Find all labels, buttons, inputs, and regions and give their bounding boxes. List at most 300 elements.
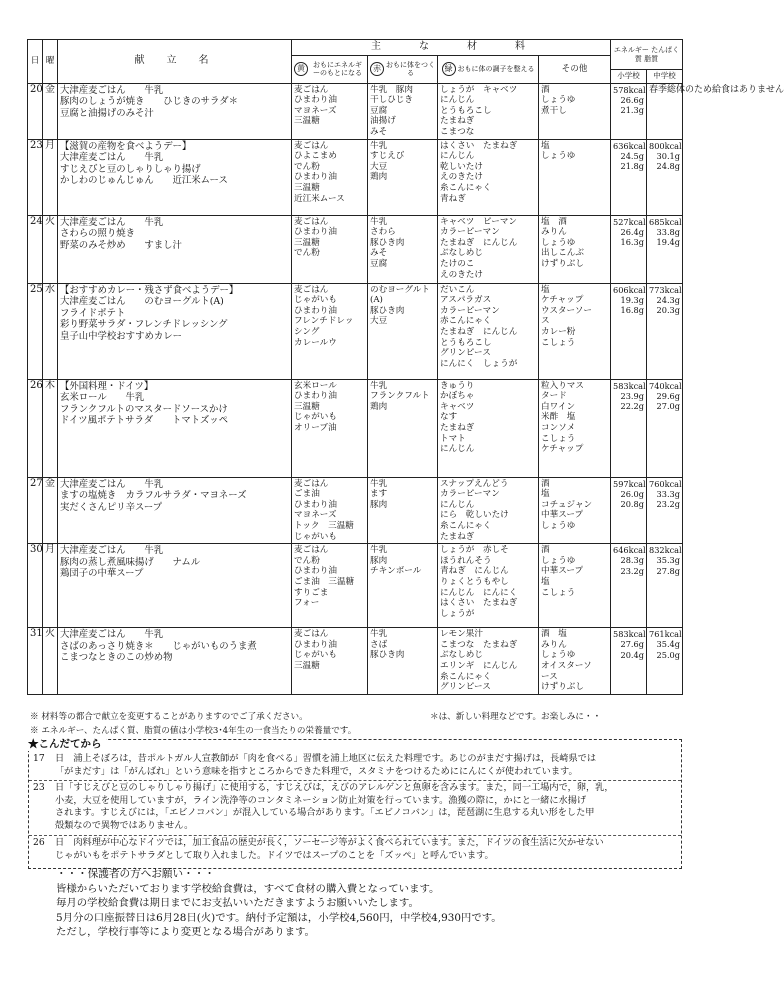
row-red-line: みそ [370,126,388,137]
row-yellow-line: 三温糖 [294,237,320,248]
row-day: 24 [28,215,43,283]
row-junior-high-nutrition [647,628,683,695]
row-other-line: オイスターソ [541,660,592,671]
row-elementary-nutrition-line: 26.4g [620,226,644,237]
row-other-line: ース [541,671,558,682]
row-other-line: コンソメ [541,422,576,433]
menu-table [27,39,784,695]
menu-row [28,283,683,379]
row-green-line: たまねぎ [440,116,475,127]
row-junior-high-nutrition-line: 27.0g [656,401,681,411]
row-elementary-nutrition-line: 23.2g [620,565,644,576]
row-junior-high-nutrition-line: 23.2g [656,499,681,509]
row-junior-high-nutrition-line: 761kcal [649,629,682,640]
header-day: 日 [28,40,43,84]
row-other-line: 塩 [541,284,550,295]
row-green-line: 乾しいたけ [440,161,483,172]
row-other [539,477,611,544]
row-green-line: こまつな たまねぎ [440,639,518,650]
row-green-line: しょうが キャベツ [440,84,518,95]
menu-row [28,83,683,139]
row-green-line: 糸こんにゃく [440,671,492,682]
row-other-line: 酒 塩 [541,629,567,640]
kondate-line: 日 浦上そぼろは，昔ポルトガル人宣教師が「肉を食べる」習慣を浦上地区に伝えた料理です。あじのがまだす揚げは，長崎県では [55,753,597,764]
row-yellow-line: 玄米ロール [294,380,337,391]
row-red-line: 牛乳 [370,629,388,640]
row-red [368,283,438,379]
row-yellow-line: 近江米ムース [294,193,345,204]
row-yellow-line: フォー [294,598,320,609]
row-yellow-line: 麦ごはん [294,629,329,640]
row-yellow-line: 麦ごはん [294,284,329,295]
row-green [438,215,539,283]
row-other-line: しょうゆ [541,151,576,162]
parents-line: 毎月の学校給食費は期日までにお支払いいただきますようお願いいたします。 [56,897,419,909]
row-dishes-line: 大津産麦ごはん 牛乳 [60,216,164,228]
row-other-line: しょうゆ [541,555,576,566]
row-other-line: 中華スープ [541,566,584,577]
row-weekday: 木 [43,379,58,477]
row-elementary-nutrition-line: 583kcal [613,629,646,640]
header-elementary: 小学校 [611,70,647,84]
row-junior-high-nutrition-line: 740kcal [649,380,682,391]
row-elementary-nutrition-line: 583kcal [613,380,646,391]
row-green [438,283,539,379]
row-junior-high-nutrition-line: 19.4g [656,237,681,247]
row-yellow [292,139,368,215]
row-red-line: 干しひじき [370,95,413,106]
row-yellow [292,477,368,544]
row-green-line: とうもろこし [440,337,492,348]
note-new-dish: ＊は、新しい料理などです。お楽しみに・・ [430,712,602,722]
row-dishes-line: かしわのじゅんじゅん 近江米ムース [60,175,228,187]
row-dishes-line: 皇子山中学校おすすめカレー [60,330,182,342]
parents-line: ただし，学校行事等により変更となる場合があります。 [56,926,315,938]
row-other-line: 塩 [541,489,550,500]
row-green-line: カラーピーマン [440,305,500,316]
row-green-line: なす [440,412,458,423]
row-yellow-line: ごま油 三温糖 [294,576,355,587]
row-dishes-line: ドイツ風ポテトサラダ トマトズッペ [60,415,229,427]
row-day: 26 [28,379,43,477]
row-yellow-line: でん粉 [294,161,320,172]
row-other-line: ウスターソー [541,305,592,316]
row-dishes-line: 大津産麦ごはん 牛乳 [60,152,164,164]
row-red [368,544,438,628]
row-elementary-nutrition-line: 606kcal [613,284,646,295]
row-elementary-nutrition-line: 21.8g [620,161,644,171]
row-other-line: カレー粉 [541,326,576,337]
header-green-label: おもに体の調子を整える [457,65,535,74]
row-green-line: えのきたけ [440,269,483,280]
row-dishes [58,83,292,139]
header-yellow-group [294,61,365,77]
row-red [368,215,438,283]
row-green [438,139,539,215]
row-red-line: 豚ひき肉 [370,650,405,661]
row-yellow [292,379,368,477]
yellow-circle-icon: 黄 [294,62,308,76]
row-other-line: けずりぶし [541,682,584,693]
row-green-line: 糸こんにゃく [440,520,492,531]
menu-row [28,379,683,477]
row-green-line: りょくとうもやし [440,576,509,587]
row-dishes-line: 豆腐と油揚げのみそ汁 [60,107,154,119]
row-other-line: こしょう [541,587,576,598]
row-green-line: グリンピース [440,682,491,693]
row-green-line: カラーピーマン [440,227,500,238]
row-dishes-line: 大津産麦ごはん 牛乳 [60,545,164,557]
row-red-line: (A) [370,295,383,306]
row-other-line: 塩 [541,140,550,151]
row-green [438,544,539,628]
row-red-line: 大豆 [370,316,388,327]
row-dishes-line: 鶏団子の中華スープ [60,568,144,580]
row-other [539,215,611,283]
parents-notice [56,867,502,940]
row-red-line: さわら [370,227,396,238]
row-yellow-line: ひまわり油 [294,227,337,238]
row-other-line: ケチャップ [541,444,584,455]
row-yellow-line: でん粉 [294,555,320,566]
row-dishes [58,379,292,477]
row-green-line: たまねぎ にんじん [440,326,518,337]
row-day: 20 [28,83,43,139]
row-day: 27 [28,477,43,544]
row-other-line: タード [541,391,567,402]
row-yellow-line: フレンチドレッ [294,316,354,327]
row-green-line: にんじん [440,95,475,106]
row-red-line: 油揚げ [370,116,396,127]
row-yellow-line: 麦ごはん [294,478,329,489]
row-dishes-line: 豚肉のしょうが焼き ひじきのサラダ＊ [60,96,239,108]
row-dishes [58,215,292,283]
row-other-line: こしょう [541,337,576,348]
row-dishes-line: すじえびと豆のしゃりしゃり揚げ [60,163,201,175]
row-junior-high-nutrition [647,215,683,283]
row-elementary-nutrition [611,283,647,379]
row-yellow-line: カレールウ [294,337,337,348]
row-junior-high-nutrition-line: 832kcal [649,545,682,556]
row-green-line: たけのこ [440,258,475,269]
row-elementary-nutrition-line: 19.3g [620,294,644,305]
row-day: 23 [28,139,43,215]
row-yellow-line: オリーブ油 [294,422,337,433]
row-elementary-nutrition [611,628,647,695]
row-other-line: しょうゆ [541,520,576,531]
row-dishes [58,628,292,695]
row-green-line: たまねぎ にんじん [440,237,518,248]
row-dishes-line: フランクフルトのマスタードソースかけ [60,403,228,415]
kondate-line: されます。すじえびには，「エビノコバン」が混入している場合があります。「エビノコバン」は，琵琶湖に生息する丸い形をした甲 [55,807,595,819]
row-green-line: にんじん にんにく [440,587,518,598]
row-red [368,83,438,139]
row-elementary-nutrition-line: 26.6g [620,94,644,105]
row-red-line: 鶏肉 [370,401,388,412]
row-yellow-line: じゃがいも [294,650,337,661]
row-junior-high-nutrition-line: 773kcal [649,284,682,295]
row-junior-high-nutrition [647,477,683,544]
row-junior-high-nutrition-line: 800kcal [649,140,682,151]
row-other-line: 酒 [541,84,550,95]
parents-title: ・・・保護者の方へお願い・・・ [56,868,215,880]
row-red-line: チキンボール [370,566,422,577]
row-green-line: キャベツ [440,401,475,412]
menu-row [28,139,683,215]
row-other-line: しょうゆ [541,650,576,661]
row-junior-high-nutrition-line: 25.0g [656,649,681,660]
row-day: 25 [28,283,43,379]
parents-line: 5月分の口座振替日は6月28日(火)です。納付予定額は，小学校4,560円，中学校4,930円です。 [56,911,502,924]
row-red-line: 牛乳 [370,140,388,151]
row-red-line: 牛乳 [370,380,388,391]
row-elementary-nutrition [611,83,647,139]
row-other-line: ス [541,316,550,327]
menu-row [28,215,683,283]
row-weekday: 月 [43,544,58,628]
row-elementary-nutrition-line: 20.8g [620,499,644,509]
row-green-line: かぼちゃ [440,391,475,402]
row-green-line: にんにく しょうが [440,358,518,369]
row-green-line: 青ねぎ にんじん [440,566,509,577]
row-elementary-nutrition-line: 26.0g [620,488,644,499]
row-junior-high-nutrition-line: 35.3g [656,555,681,566]
row-red [368,477,438,544]
row-other [539,83,611,139]
header-yellow-label: おもにエネルギーのもとになる [313,61,362,78]
row-red-line: 牛乳 [370,478,388,489]
row-junior-high-nutrition-line: 24.3g [656,294,681,305]
row-green-line: はくさい たまねぎ [440,598,518,609]
row-other-line: 出しこんぶ [541,248,584,259]
menu-row [28,628,683,695]
row-red-line: 大豆 [370,161,388,172]
row-yellow-line: シング [294,326,320,337]
row-yellow [292,628,368,695]
row-yellow-line: ひまわり油 [294,95,337,106]
row-green-line: 糸こんにゃく [440,182,492,193]
row-junior-high-nutrition [647,379,683,477]
row-other-line: みりん [541,639,567,650]
row-dishes-line: こまつなときのこの炒め物 [60,652,173,664]
row-other-line: 粒入りマス [541,380,584,391]
row-green-line: えのきたけ [440,172,483,183]
row-green-line: しょうが [440,608,475,619]
kondate-entry-day: 23 [33,782,45,793]
row-dishes-line: さばのあっさり焼き＊ じゃがいものうま煮 [60,640,257,652]
row-red-line: 豆腐 [370,105,388,116]
row-dishes-line: 豚肉の蒸し煮風味揚げ ナムル [60,556,201,568]
row-red-line: 牛乳 [370,545,388,556]
row-red [368,139,438,215]
header-ingredients: 主 な 材 料 [292,40,611,56]
row-junior-high-nutrition-line: 685kcal [649,216,682,227]
row-other [539,139,611,215]
kondate-line: じゃがいもをポテトサラダとして取り入れました。ドイツではスープのことを「ズッペ」と呼んでいます。 [55,849,494,861]
kondate-entry-day: 26 [33,837,45,848]
row-elementary-nutrition [611,139,647,215]
row-other-line: 塩 酒 [541,216,567,227]
row-yellow-line: マヨネーズ [294,105,337,116]
row-dishes-line: さわらの照り焼き [60,228,136,240]
row-elementary-nutrition-line: 597kcal [613,478,646,489]
row-yellow-line: すりごま [294,587,329,598]
row-green-line: だいこん [440,284,475,295]
row-green-line: たまねぎ [440,531,475,542]
row-dishes [58,283,292,379]
row-yellow-line: 三温糖 [294,182,320,193]
row-yellow [292,83,368,139]
row-weekday: 水 [43,283,58,379]
row-other [539,283,611,379]
row-green-line: カラーピーマン [440,489,500,500]
row-other [539,628,611,695]
row-dishes-line: 大津産麦ごはん 牛乳 [60,478,164,490]
row-green-line: こまつな [440,126,475,137]
row-green-line: とうもろこし [440,105,492,116]
row-yellow-line: 三温糖 [294,401,320,412]
row-red-line: 鶏肉 [370,172,388,183]
kondate-entry-day: 17 [33,753,45,764]
row-junior-high-nutrition-line: 35.4g [656,639,681,650]
row-red-line: さば [370,639,388,650]
row-dishes [58,544,292,628]
row-yellow [292,283,368,379]
row-elementary-nutrition-line: 636kcal [613,140,646,151]
header-weekday: 曜 [43,40,58,84]
kondate-line: 日 肉料理が中心なドイツでは，加工食品の歴史が長く，ソーセージ等がよく食べられています。また，ドイツの食生活に欠かせない [55,837,604,848]
row-yellow-line: ひまわり油 [294,639,337,650]
row-other-line: 米酢 塩 [541,412,576,423]
row-red-line: のむヨーグルト [370,284,430,295]
header-red-label: おもに体をつくる [386,61,435,78]
row-elementary-nutrition [611,379,647,477]
row-yellow-line: でん粉 [294,248,320,259]
row-yellow-line: ひまわり油 [294,499,337,510]
kondate-line: 小麦，大豆を使用していますが，ライン洗浄等のコンタミネーション防止対策を行っています。漁獲の際に，かにと一緒に水揚げ [55,794,587,806]
row-green-line: レモン果汁 [440,629,483,640]
row-yellow-line: トック 三温糖 [294,520,354,531]
note-change: ※ 材料等の都合で献立を変更することがありますのでご了承ください。 [30,712,308,722]
row-weekday: 金 [43,83,58,139]
row-other-line: しょうゆ [541,237,576,248]
row-dishes-line: 大津産麦ごはん 牛乳 [60,84,164,96]
row-red-line: ます [370,489,388,500]
row-other-line: けずりぶし [541,258,584,269]
header-green-group [440,62,536,76]
row-dishes-line: 【外国料理・ドイツ】 [60,380,154,392]
header-junior-high: 中学校 [647,70,683,84]
header-menu: 献 立 名 [58,40,292,84]
row-weekday: 金 [43,477,58,544]
row-green [438,83,539,139]
row-red [368,379,438,477]
row-other-line: しょうゆ [541,95,576,106]
row-yellow [292,215,368,283]
row-dishes-line: 実だくさんピリ辛スープ [60,501,163,513]
row-red-line: フランクフルト [370,391,430,402]
row-yellow-line: 三温糖 [294,116,320,127]
row-yellow-line: ひまわり油 [294,305,337,316]
row-yellow-line: ひまわり油 [294,566,337,577]
row-other-line: 白ワイン [541,401,576,412]
row-green-line: にんじん [440,499,475,510]
row-green-line: きゅうり [440,380,475,391]
row-weekday: 火 [43,215,58,283]
row-other-line: 中華スープ [541,510,584,521]
row-weekday: 火 [43,628,58,695]
row-green [438,628,539,695]
row-other-line: 酒 [541,478,550,489]
row-other-line: 酒 [541,545,550,556]
row-green-line: たまねぎ [440,422,475,433]
row-other-line: 塩 [541,576,550,587]
row-dishes-line: 野菜のみそ炒め すまし汁 [60,239,182,251]
row-red-line: 豆腐 [370,258,388,269]
row-elementary-nutrition-line: 23.9g [620,390,644,401]
row-day: 30 [28,544,43,628]
row-junior-high-nutrition-line: 33.8g [656,226,681,237]
row-green-line: エリンギ にんじん [440,660,518,671]
red-circle-icon: 赤 [370,62,384,76]
row-green-line: にんじん [440,444,475,455]
row-dishes-line: ますの塩焼き カラフルサラダ・マヨネーズ [60,490,247,502]
row-red-line: 豚ひき肉 [370,305,405,316]
row-elementary-nutrition-line: 16.3g [620,237,644,247]
row-green-line: ほうれんそう [440,555,492,566]
row-green-line: しょうが 赤しそ [440,545,509,556]
row-junior-high-nutrition-line: 29.6g [656,390,681,401]
row-green-line: にんじん [440,151,475,162]
green-circle-icon: 緑 [442,62,456,76]
row-elementary-nutrition-line: 28.3g [620,555,644,566]
row-dishes-line: 【おすすめカレー・残さず食べようデー】 [60,284,239,296]
row-other [539,379,611,477]
row-elementary-nutrition-line: 16.8g [620,305,644,315]
row-day: 31 [28,628,43,695]
row-yellow [292,544,368,628]
kondate-box [28,739,682,869]
row-yellow-line: 三温糖 [294,660,320,671]
row-green-line: アスパラガス [440,295,492,306]
row-red-line: 牛乳 豚肉 [370,84,413,95]
row-red [368,628,438,695]
row-yellow-line: ひまわり油 [294,391,337,402]
header-red-group [370,61,435,77]
row-yellow-line: マヨネーズ [294,510,337,521]
row-yellow-line: ごま油 [294,489,320,500]
row-dishes-line: 大津産麦ごはん のむヨーグルト(A) [60,296,224,308]
row-yellow-line: 麦ごはん [294,216,329,227]
row-elementary-nutrition [611,477,647,544]
row-dishes-line: フライドポテト [60,307,126,319]
row-dishes [58,139,292,215]
row-junior-high-nutrition-line: 27.8g [656,565,681,576]
row-elementary-nutrition-line: 20.4g [620,649,644,660]
row-junior-high-nutrition [647,544,683,628]
row-junior-high-nutrition [647,283,683,379]
row-elementary-nutrition-line: 27.6g [620,639,644,650]
row-junior-high-nutrition-line: 20.3g [656,305,681,315]
row-yellow-line: ひまわり油 [294,172,337,183]
row-elementary-nutrition [611,544,647,628]
row-red-line: 牛乳 [370,216,388,227]
row-green-line: ぶなしめじ [440,248,483,259]
row-green [438,477,539,544]
row-elementary-nutrition [611,215,647,283]
row-yellow-line: じゃがいも [294,531,337,542]
row-elementary-nutrition-line: 646kcal [613,545,646,556]
